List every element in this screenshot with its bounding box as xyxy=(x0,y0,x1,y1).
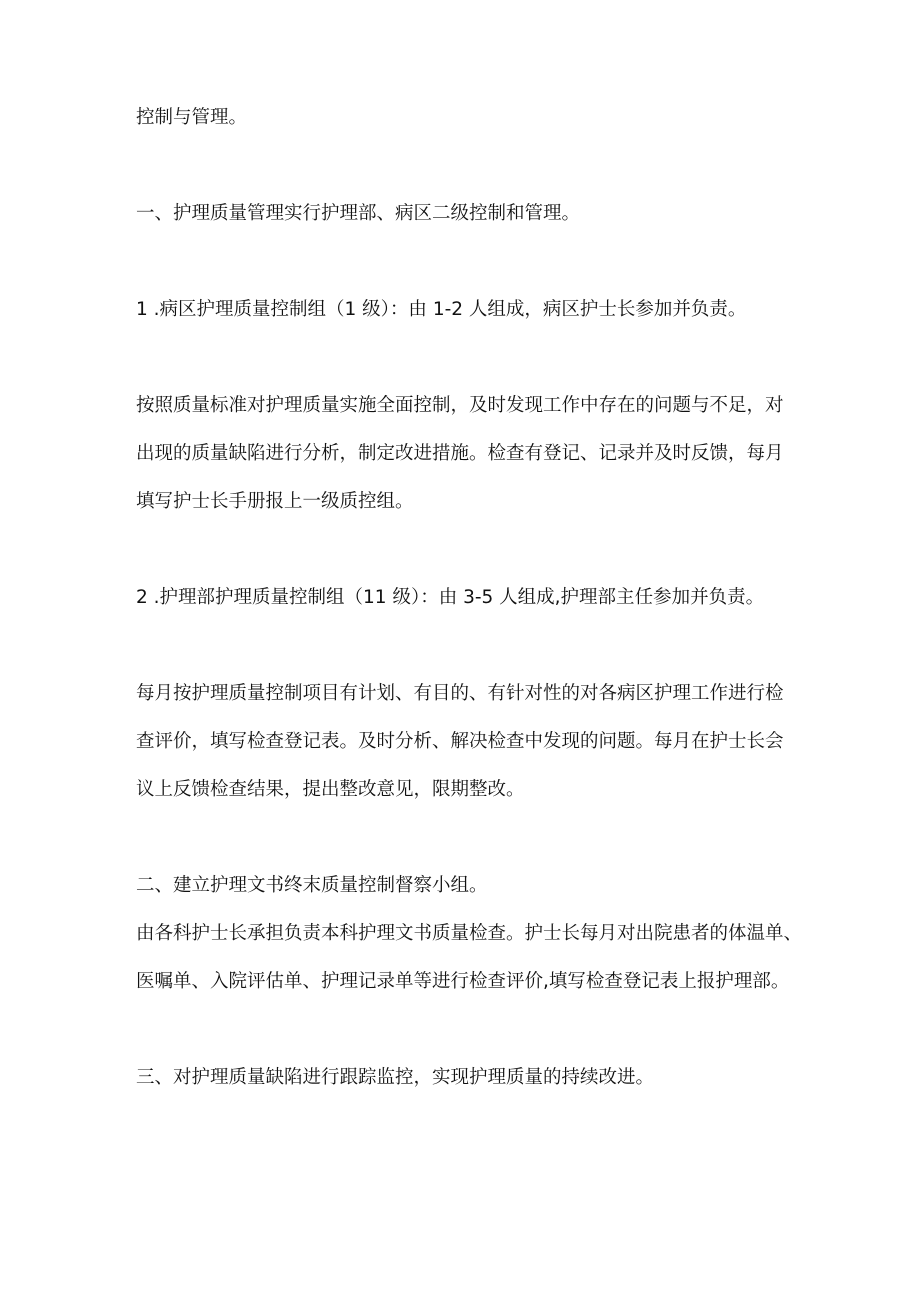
item-one-heading: 1 .病区护理质量控制组（1 级）：由 1-2 人组成，病区护士长参加并负责。 xyxy=(136,299,747,320)
item-two-body-line-2: 查评价，填写检查登记表。及时分析、解决检查中发现的问题。每月在护士长会 xyxy=(136,731,784,752)
intro-line: 控制与管理。 xyxy=(136,107,248,128)
section-two-body-line-1: 由各科护士长承担负责本科护理文书质量检查。护士长每月对出院患者的体温单、 xyxy=(136,923,803,944)
item-one-body-line-1: 按照质量标准对护理质量实施全面控制，及时发现工作中存在的问题与不足，对 xyxy=(136,395,784,416)
item-two-body-line-3: 议上反馈检查结果，提出整改意见，限期整改。 xyxy=(136,779,525,800)
item-two-body-line-1: 每月按护理质量控制项目有计划、有目的、有针对性的对各病区护理工作进行检 xyxy=(136,683,784,704)
section-two-heading: 二、建立护理文书终末质量控制督察小组。 xyxy=(136,875,488,896)
item-one-body-line-2: 出现的质量缺陷进行分析，制定改进措施。检查有登记、记录并及时反馈，每月 xyxy=(136,443,784,464)
section-three-heading: 三、对护理质量缺陷进行跟踪监控，实现护理质量的持续改进。 xyxy=(136,1067,655,1088)
section-one-heading: 一、护理质量管理实行护理部、病区二级控制和管理。 xyxy=(136,203,581,224)
section-two-body-line-2: 医嘱单、入院评估单、护理记录单等进行检查评价,填写检查登记表上报护理部。 xyxy=(136,971,790,992)
item-one-body-line-3: 填写护士长手册报上一级质控组。 xyxy=(136,491,414,512)
item-two-heading: 2 .护理部护理质量控制组（11 级）：由 3-5 人组成,护理部主任参加并负责。 xyxy=(136,587,765,608)
